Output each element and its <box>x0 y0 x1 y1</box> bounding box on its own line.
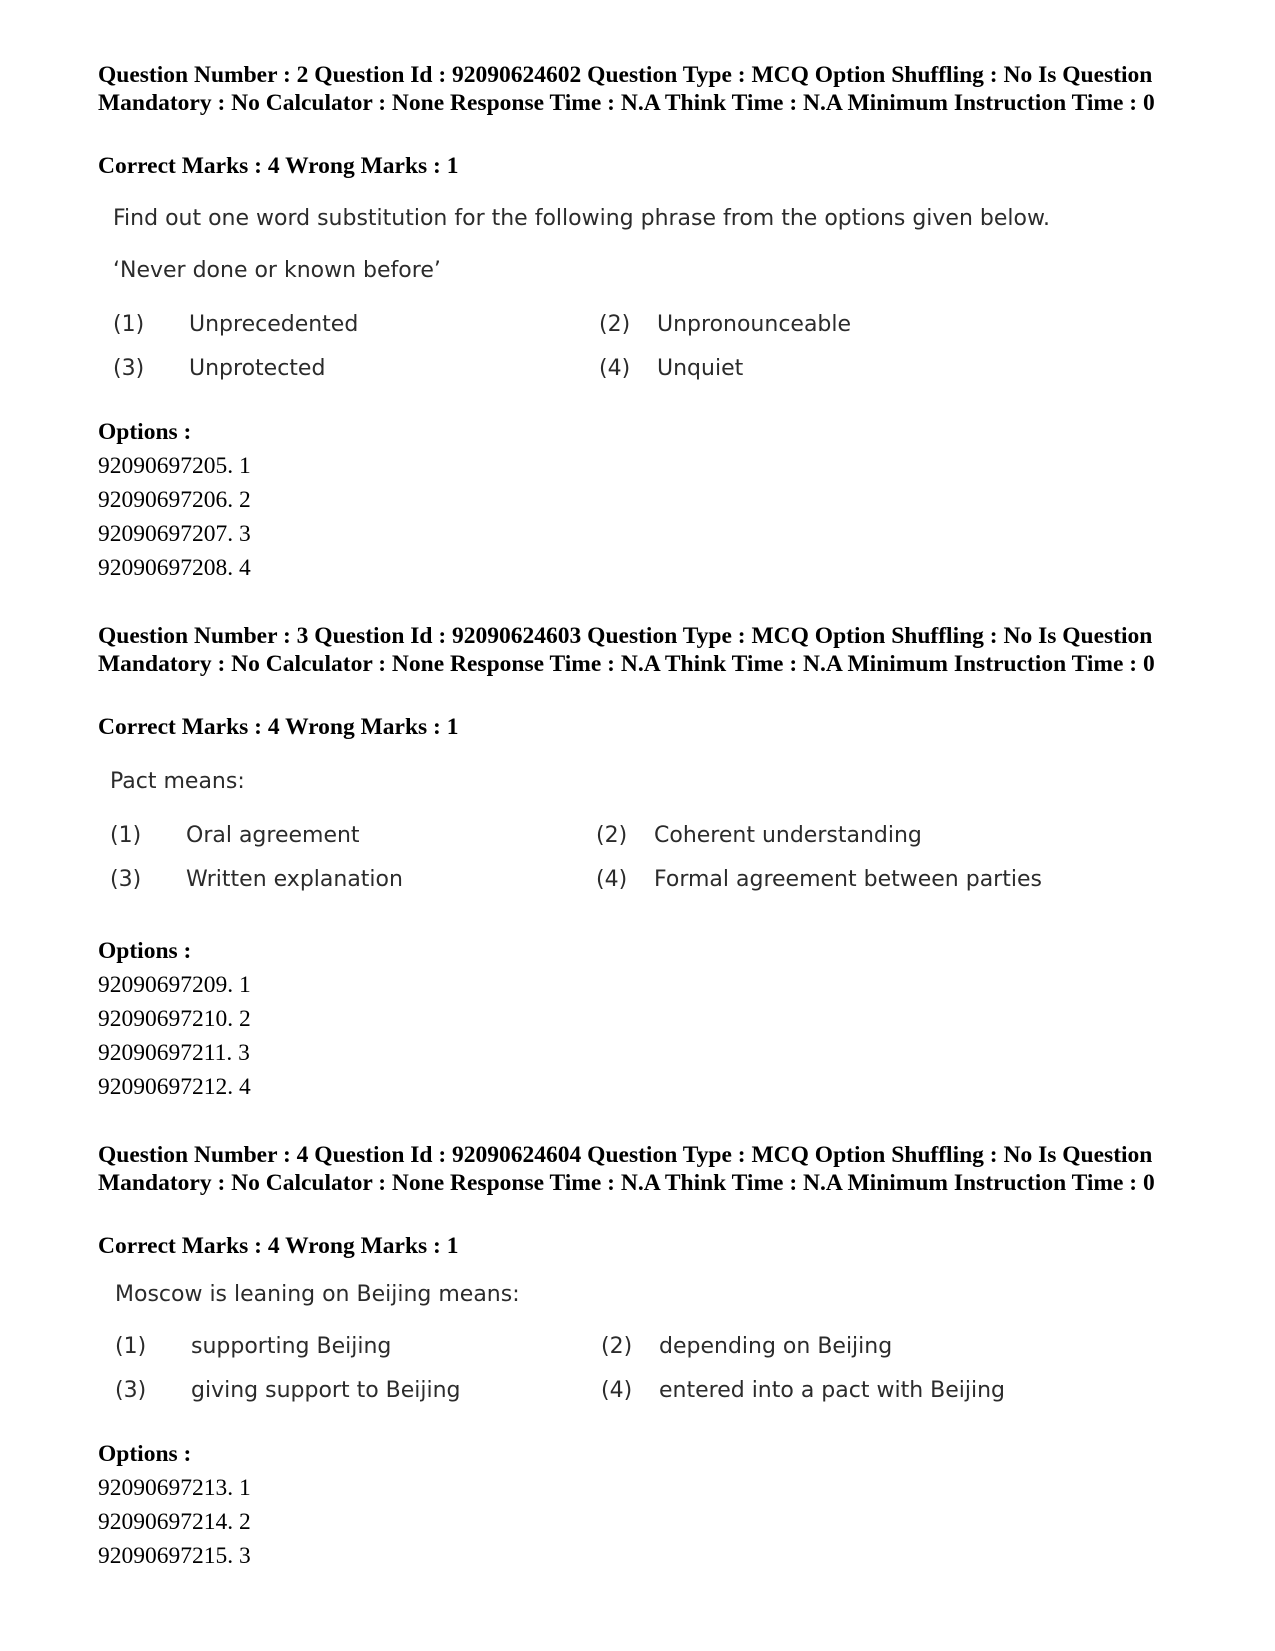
question-3-choice-1 <box>110 822 360 850</box>
choice-number: (1) <box>115 1334 147 1359</box>
choice-text: Unquiet <box>657 356 744 381</box>
option-id: 92090697212. 4 <box>98 1074 251 1100</box>
option-id: 92090697210. 2 <box>98 1006 251 1032</box>
question-3-choice-2 <box>596 822 922 850</box>
choice-text: Oral agreement <box>186 823 360 848</box>
choice-text: Formal agreement between parties <box>654 867 1042 892</box>
question-4-choice-1 <box>115 1333 391 1361</box>
choice-text: Unpronounceable <box>657 312 852 337</box>
choice-number: (1) <box>110 823 142 848</box>
option-id: 92090697215. 3 <box>98 1543 251 1569</box>
question-4-choice-2 <box>601 1333 892 1361</box>
choice-text: entered into a pact with Beijing <box>659 1378 1006 1403</box>
choice-text: depending on Beijing <box>659 1334 893 1359</box>
question-4-choice-4 <box>601 1377 1005 1405</box>
question-2-stem-line-2: ‘Never done or known before’ <box>113 258 441 283</box>
choice-text: Coherent understanding <box>654 823 922 848</box>
choice-number: (2) <box>601 1334 633 1359</box>
option-id: 92090697209. 1 <box>98 972 251 998</box>
question-3-header: Question Number : 3 Question Id : 92090624603 Question Type : MCQ Option Shuffling : No Is Question Mandatory : No Calculator : None Response Time : N.A Think Time : N.A Minimum Instruction Time : 0 <box>98 623 1155 677</box>
choice-number: (3) <box>115 1378 147 1403</box>
choice-number: (3) <box>110 867 142 892</box>
choice-text: Unprotected <box>189 356 326 381</box>
question-4-choice-3 <box>115 1377 461 1405</box>
option-id: 92090697206. 2 <box>98 487 251 513</box>
question-4-stem-line-1: Moscow is leaning on Beijing means: <box>115 1282 520 1307</box>
choice-number: (4) <box>601 1378 633 1403</box>
question-4-options-label: Options : <box>98 1441 192 1467</box>
question-3-marks: Correct Marks : 4 Wrong Marks : 1 <box>98 714 459 740</box>
option-id: 92090697207. 3 <box>98 521 251 547</box>
choice-number: (4) <box>596 867 628 892</box>
option-id: 92090697211. 3 <box>98 1040 250 1066</box>
question-2-choice-4 <box>599 355 743 383</box>
choice-number: (2) <box>596 823 628 848</box>
question-4-header: Question Number : 4 Question Id : 92090624604 Question Type : MCQ Option Shuffling : No Is Question Mandatory : No Calculator : None Response Time : N.A Think Time : N.A Minimum Instruction Time : 0 <box>98 1142 1155 1196</box>
question-2-choice-1 <box>113 311 358 339</box>
choice-text: Unprecedented <box>189 312 359 337</box>
question-2-choice-3 <box>113 355 325 383</box>
choice-text: giving support to Beijing <box>191 1378 461 1403</box>
choice-number: (1) <box>113 312 145 337</box>
option-id: 92090697214. 2 <box>98 1509 251 1535</box>
option-id: 92090697208. 4 <box>98 555 251 581</box>
choice-text: supporting Beijing <box>191 1334 392 1359</box>
option-id: 92090697205. 1 <box>98 453 251 479</box>
question-3-choice-4 <box>596 866 1042 894</box>
question-2-options-label: Options : <box>98 419 192 445</box>
option-id: 92090697213. 1 <box>98 1475 251 1501</box>
question-2-marks: Correct Marks : 4 Wrong Marks : 1 <box>98 153 459 179</box>
question-2-stem-line-1: Find out one word substitution for the following phrase from the options given below. <box>113 206 1050 231</box>
question-3-options-label: Options : <box>98 938 192 964</box>
question-3-stem-line-1: Pact means: <box>110 769 245 794</box>
choice-number: (4) <box>599 356 631 381</box>
question-3-choice-3 <box>110 866 403 894</box>
choice-text: Written explanation <box>186 867 403 892</box>
question-2-header: Question Number : 2 Question Id : 92090624602 Question Type : MCQ Option Shuffling : No Is Question Mandatory : No Calculator : None Response Time : N.A Think Time : N.A Minimum Instruction Time : 0 <box>98 62 1155 116</box>
choice-number: (2) <box>599 312 631 337</box>
choice-number: (3) <box>113 356 145 381</box>
question-4-marks: Correct Marks : 4 Wrong Marks : 1 <box>98 1233 459 1259</box>
question-2-choice-2 <box>599 311 851 339</box>
